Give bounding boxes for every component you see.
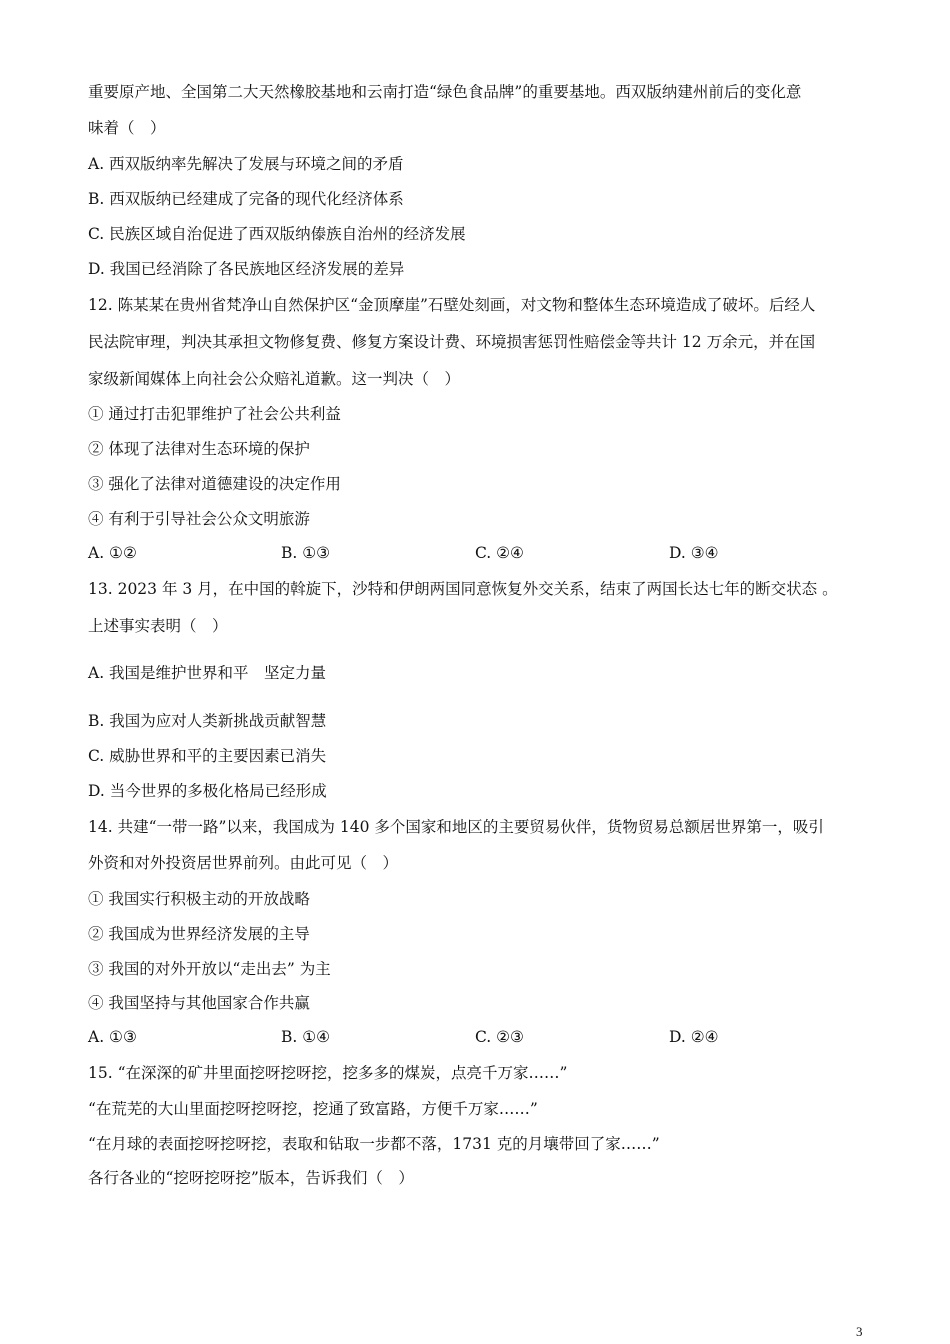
q11-option-d: D. 我国已经消除了各民族地区经济发展的差异 — [88, 260, 405, 278]
q13-stem-line-1: 13. 2023 年 3 月，在中国的斡旋下，沙特和伊朗两国同意恢复外交关系，结束了两国长达七年的断交状态 。 — [88, 580, 838, 598]
q14-item-1: ① 我国实行积极主动的开放战略 — [88, 890, 310, 908]
q12-choice-a: A. ①② — [88, 544, 137, 562]
q12-choice-c: C. ②④ — [475, 544, 524, 562]
q14-stem-line-1: 14. 共建“一带一路”以来，我国成为 140 多个国家和地区的主要贸易伙伴，货物贸易总额居世界第一，吸引 — [88, 818, 824, 836]
q11-stem-line-1: 重要原产地、全国第二大天然橡胶基地和云南打造“绿色食品牌”的重要基地。西双版纳建州前后的变化意 — [88, 83, 802, 101]
q12-stem-line-2: 民法院审理，判决其承担文物修复费、修复方案设计费、环境损害惩罚性赔偿金等共计 12 万余元，并在国 — [88, 333, 816, 351]
q14-choice-b: B. ①④ — [281, 1028, 331, 1046]
q11-stem-line-2: 味着（ ） — [88, 119, 166, 137]
q12-item-3: ③ 强化了法律对道德建设的决定作用 — [88, 475, 341, 493]
q14-choice-a: A. ①③ — [88, 1028, 137, 1046]
q14-item-4: ④ 我国坚持与其他国家合作共赢 — [88, 994, 310, 1012]
q12-item-4: ④ 有利于引导社会公众文明旅游 — [88, 510, 310, 528]
q13-option-d: D. 当今世界的多极化格局已经形成 — [88, 782, 327, 800]
q15-line-4: 各行各业的“挖呀挖呀挖”版本，告诉我们（ ） — [88, 1169, 414, 1187]
q13-option-c: C. 威胁世界和平的主要因素已消失 — [88, 747, 327, 765]
q11-option-a: A. 西双版纳率先解决了发展与环境之间的矛盾 — [88, 155, 404, 173]
q13-option-b: B. 我国为应对人类新挑战贡献智慧 — [88, 712, 327, 730]
q14-choice-c: C. ②③ — [475, 1028, 524, 1046]
q15-line-1: 15. “在深深的矿井里面挖呀挖呀挖，挖多多的煤炭，点亮千万家……” — [88, 1064, 568, 1082]
q13-stem-line-2: 上述事实表明（ ） — [88, 617, 228, 635]
q14-choice-d: D. ②④ — [669, 1028, 719, 1046]
q12-item-1: ① 通过打击犯罪维护了社会公共利益 — [88, 405, 341, 423]
q13-option-a: A. 我国是维护世界和平 坚定力量 — [88, 664, 327, 682]
q12-choice-b: B. ①③ — [281, 544, 331, 562]
q12-stem-line-1: 12. 陈某某在贵州省梵净山自然保护区“金顶摩崖”石壁处刻画，对文物和整体生态环境造成了破坏。后经人 — [88, 296, 816, 314]
q12-stem-line-3: 家级新闻媒体上向社会公众赔礼道歉。这一判决（ ） — [88, 370, 461, 388]
q14-item-2: ② 我国成为世界经济发展的主导 — [88, 925, 310, 943]
q14-stem-line-2: 外资和对外投资居世界前列。由此可见（ ） — [88, 854, 399, 872]
q12-item-2: ② 体现了法律对生态环境的保护 — [88, 440, 310, 458]
q11-option-c: C. 民族区域自治促进了西双版纳傣族自治州的经济发展 — [88, 225, 466, 243]
q15-line-2: “在荒芜的大山里面挖呀挖呀挖，挖通了致富路，方便千万家……” — [88, 1100, 538, 1118]
q15-line-3: “在月球的表面挖呀挖呀挖，表取和钻取一步都不落，1731 克的月壤带回了家……” — [88, 1135, 660, 1153]
q11-option-b: B. 西双版纳已经建成了完备的现代化经济体系 — [88, 190, 404, 208]
q14-item-3: ③ 我国的对外开放以“走出去” 为主 — [88, 960, 331, 978]
page-number: 3 — [856, 1324, 863, 1339]
q12-choice-d: D. ③④ — [669, 544, 719, 562]
